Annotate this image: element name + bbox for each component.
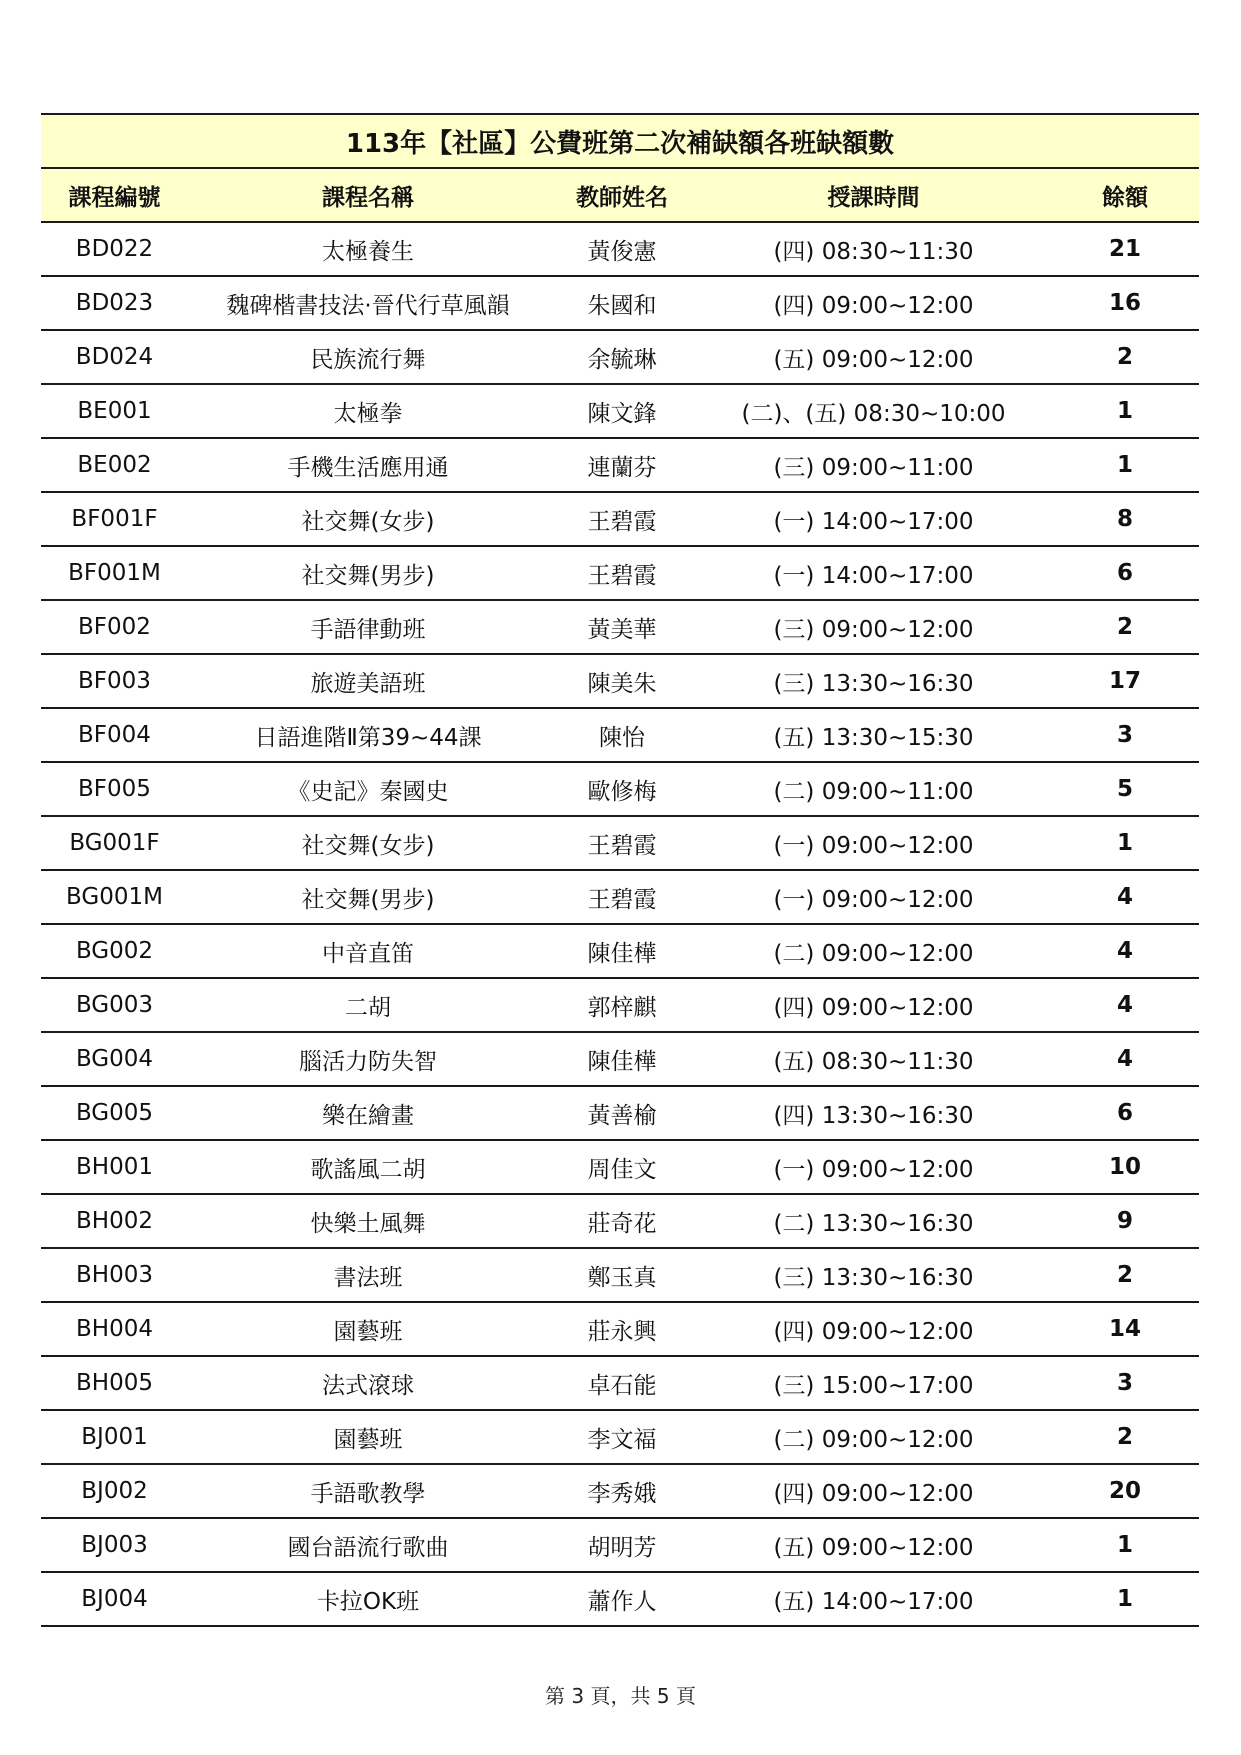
class-time-cell: (四) 08:30~11:30 (696, 222, 1051, 276)
column-header-class-time: 授課時間 (696, 168, 1051, 222)
course-code-cell: BF001M (41, 546, 188, 600)
teacher-cell: 鄭玉真 (548, 1248, 696, 1302)
remaining-quota-cell: 8 (1051, 492, 1199, 546)
table-row (41, 438, 1199, 492)
class-time-cell: (四) 13:30~16:30 (696, 1086, 1051, 1140)
course-name-cell: 社交舞(男步) (188, 546, 548, 600)
course-code-cell: BH004 (41, 1302, 188, 1356)
course-name-cell: 社交舞(女步) (188, 816, 548, 870)
vacancy-sheet (41, 113, 1199, 1627)
class-time-cell: (五) 09:00~12:00 (696, 330, 1051, 384)
course-name-cell: 卡拉OK班 (188, 1572, 548, 1626)
course-name-cell: 園藝班 (188, 1410, 548, 1464)
course-name-cell: 手語律動班 (188, 600, 548, 654)
teacher-cell: 莊奇花 (548, 1194, 696, 1248)
class-time-cell: (三) 13:30~16:30 (696, 1248, 1051, 1302)
course-name-cell: 日語進階Ⅱ第39~44課 (188, 708, 548, 762)
course-code-cell: BD023 (41, 276, 188, 330)
table-body (41, 222, 1199, 1626)
remaining-quota-cell: 4 (1051, 1032, 1199, 1086)
class-time-cell: (一) 14:00~17:00 (696, 492, 1051, 546)
column-header-remaining-quota: 餘額 (1051, 168, 1199, 222)
teacher-cell: 王碧霞 (548, 546, 696, 600)
table-row (41, 816, 1199, 870)
table-row (41, 924, 1199, 978)
course-name-cell: 書法班 (188, 1248, 548, 1302)
table-row (41, 1032, 1199, 1086)
course-name-cell: 民族流行舞 (188, 330, 548, 384)
course-code-cell: BJ002 (41, 1464, 188, 1518)
table-row (41, 492, 1199, 546)
table-row (41, 1194, 1199, 1248)
remaining-quota-cell: 6 (1051, 1086, 1199, 1140)
teacher-cell: 王碧霞 (548, 870, 696, 924)
teacher-cell: 余毓琳 (548, 330, 696, 384)
teacher-cell: 朱國和 (548, 276, 696, 330)
page-number: 第 3 頁，共 5 頁 (545, 1684, 696, 1708)
class-time-cell: (三) 13:30~16:30 (696, 654, 1051, 708)
course-name-cell: 太極拳 (188, 384, 548, 438)
table-row (41, 600, 1199, 654)
course-code-cell: BE001 (41, 384, 188, 438)
class-time-cell: (二) 13:30~16:30 (696, 1194, 1051, 1248)
course-code-cell: BG001F (41, 816, 188, 870)
course-name-cell: 社交舞(男步) (188, 870, 548, 924)
course-name-cell: 社交舞(女步) (188, 492, 548, 546)
class-time-cell: (二) 09:00~11:00 (696, 762, 1051, 816)
remaining-quota-cell: 1 (1051, 438, 1199, 492)
teacher-cell: 陳佳樺 (548, 924, 696, 978)
remaining-quota-cell: 16 (1051, 276, 1199, 330)
remaining-quota-cell: 4 (1051, 870, 1199, 924)
remaining-quota-cell: 1 (1051, 1572, 1199, 1626)
class-time-cell: (四) 09:00~12:00 (696, 1302, 1051, 1356)
course-name-cell: 國台語流行歌曲 (188, 1518, 548, 1572)
table-row (41, 222, 1199, 276)
table-row (41, 1464, 1199, 1518)
remaining-quota-cell: 20 (1051, 1464, 1199, 1518)
table-row (41, 546, 1199, 600)
teacher-cell: 郭梓麒 (548, 978, 696, 1032)
table-row (41, 330, 1199, 384)
remaining-quota-cell: 17 (1051, 654, 1199, 708)
table-row (41, 1140, 1199, 1194)
course-code-cell: BG005 (41, 1086, 188, 1140)
table-row (41, 1572, 1199, 1626)
class-time-cell: (三) 15:00~17:00 (696, 1356, 1051, 1410)
course-name-cell: 手語歌教學 (188, 1464, 548, 1518)
course-code-cell: BH005 (41, 1356, 188, 1410)
course-code-cell: BJ004 (41, 1572, 188, 1626)
class-time-cell: (四) 09:00~12:00 (696, 978, 1051, 1032)
course-name-cell: 魏碑楷書技法·晉代行草風韻 (188, 276, 548, 330)
table-row (41, 762, 1199, 816)
remaining-quota-cell: 2 (1051, 1248, 1199, 1302)
course-code-cell: BD022 (41, 222, 188, 276)
course-code-cell: BF005 (41, 762, 188, 816)
course-name-cell: 手機生活應用通 (188, 438, 548, 492)
table-row (41, 1302, 1199, 1356)
class-time-cell: (三) 09:00~11:00 (696, 438, 1051, 492)
teacher-cell: 李文福 (548, 1410, 696, 1464)
course-code-cell: BG002 (41, 924, 188, 978)
remaining-quota-cell: 2 (1051, 330, 1199, 384)
teacher-cell: 黃俊憲 (548, 222, 696, 276)
remaining-quota-cell: 2 (1051, 1410, 1199, 1464)
column-header-course-code: 課程編號 (41, 168, 188, 222)
remaining-quota-cell: 21 (1051, 222, 1199, 276)
remaining-quota-cell: 3 (1051, 708, 1199, 762)
table-row (41, 870, 1199, 924)
teacher-cell: 陳美朱 (548, 654, 696, 708)
column-header-course-name: 課程名稱 (188, 168, 548, 222)
remaining-quota-cell: 10 (1051, 1140, 1199, 1194)
class-time-cell: (五) 13:30~15:30 (696, 708, 1051, 762)
course-code-cell: BG001M (41, 870, 188, 924)
table-row (41, 1248, 1199, 1302)
table-row (41, 1356, 1199, 1410)
teacher-cell: 卓石能 (548, 1356, 696, 1410)
remaining-quota-cell: 14 (1051, 1302, 1199, 1356)
course-name-cell: 歌謠風二胡 (188, 1140, 548, 1194)
table-row (41, 654, 1199, 708)
course-name-cell: 法式滾球 (188, 1356, 548, 1410)
table-row (41, 1410, 1199, 1464)
class-time-cell: (一) 14:00~17:00 (696, 546, 1051, 600)
class-time-cell: (三) 09:00~12:00 (696, 600, 1051, 654)
teacher-cell: 王碧霞 (548, 492, 696, 546)
remaining-quota-cell: 4 (1051, 978, 1199, 1032)
column-header-teacher: 教師姓名 (548, 168, 696, 222)
table-row (41, 708, 1199, 762)
course-code-cell: BH002 (41, 1194, 188, 1248)
teacher-cell: 歐修梅 (548, 762, 696, 816)
remaining-quota-cell: 1 (1051, 384, 1199, 438)
class-time-cell: (四) 09:00~12:00 (696, 276, 1051, 330)
teacher-cell: 李秀娥 (548, 1464, 696, 1518)
remaining-quota-cell: 9 (1051, 1194, 1199, 1248)
course-name-cell: 旅遊美語班 (188, 654, 548, 708)
course-name-cell: 園藝班 (188, 1302, 548, 1356)
table-title: 113年【社區】公費班第二次補缺額各班缺額數 (41, 114, 1199, 168)
teacher-cell: 陳佳樺 (548, 1032, 696, 1086)
class-time-cell: (二) 09:00~12:00 (696, 924, 1051, 978)
remaining-quota-cell: 3 (1051, 1356, 1199, 1410)
course-code-cell: BH001 (41, 1140, 188, 1194)
remaining-quota-cell: 1 (1051, 816, 1199, 870)
course-name-cell: 快樂土風舞 (188, 1194, 548, 1248)
course-name-cell: 太極養生 (188, 222, 548, 276)
teacher-cell: 黃善榆 (548, 1086, 696, 1140)
course-code-cell: BF003 (41, 654, 188, 708)
class-time-cell: (五) 14:00~17:00 (696, 1572, 1051, 1626)
table-row (41, 276, 1199, 330)
column-header-row (41, 168, 1199, 222)
course-code-cell: BJ001 (41, 1410, 188, 1464)
remaining-quota-cell: 4 (1051, 924, 1199, 978)
teacher-cell: 連蘭芬 (548, 438, 696, 492)
course-name-cell: 樂在繪畫 (188, 1086, 548, 1140)
remaining-quota-cell: 1 (1051, 1518, 1199, 1572)
teacher-cell: 蕭作人 (548, 1572, 696, 1626)
teacher-cell: 周佳文 (548, 1140, 696, 1194)
class-time-cell: (五) 08:30~11:30 (696, 1032, 1051, 1086)
teacher-cell: 胡明芳 (548, 1518, 696, 1572)
table-row (41, 1518, 1199, 1572)
course-code-cell: BF001F (41, 492, 188, 546)
teacher-cell: 陳文鋒 (548, 384, 696, 438)
class-time-cell: (一) 09:00~12:00 (696, 870, 1051, 924)
vacancy-table (41, 113, 1199, 1627)
course-name-cell: 腦活力防失智 (188, 1032, 548, 1086)
teacher-cell: 莊永興 (548, 1302, 696, 1356)
table-row (41, 1086, 1199, 1140)
course-name-cell: 《史記》秦國史 (188, 762, 548, 816)
teacher-cell: 黃美華 (548, 600, 696, 654)
remaining-quota-cell: 5 (1051, 762, 1199, 816)
course-name-cell: 二胡 (188, 978, 548, 1032)
course-name-cell: 中音直笛 (188, 924, 548, 978)
table-title-row (41, 114, 1199, 168)
table-row (41, 978, 1199, 1032)
teacher-cell: 王碧霞 (548, 816, 696, 870)
course-code-cell: BE002 (41, 438, 188, 492)
course-code-cell: BD024 (41, 330, 188, 384)
course-code-cell: BH003 (41, 1248, 188, 1302)
teacher-cell: 陳怡 (548, 708, 696, 762)
course-code-cell: BF002 (41, 600, 188, 654)
table-row (41, 384, 1199, 438)
remaining-quota-cell: 2 (1051, 600, 1199, 654)
course-code-cell: BG003 (41, 978, 188, 1032)
course-code-cell: BJ003 (41, 1518, 188, 1572)
class-time-cell: (五) 09:00~12:00 (696, 1518, 1051, 1572)
class-time-cell: (二)、(五) 08:30~10:00 (696, 384, 1051, 438)
class-time-cell: (一) 09:00~12:00 (696, 816, 1051, 870)
remaining-quota-cell: 6 (1051, 546, 1199, 600)
class-time-cell: (二) 09:00~12:00 (696, 1410, 1051, 1464)
course-code-cell: BF004 (41, 708, 188, 762)
class-time-cell: (四) 09:00~12:00 (696, 1464, 1051, 1518)
class-time-cell: (一) 09:00~12:00 (696, 1140, 1051, 1194)
course-code-cell: BG004 (41, 1032, 188, 1086)
